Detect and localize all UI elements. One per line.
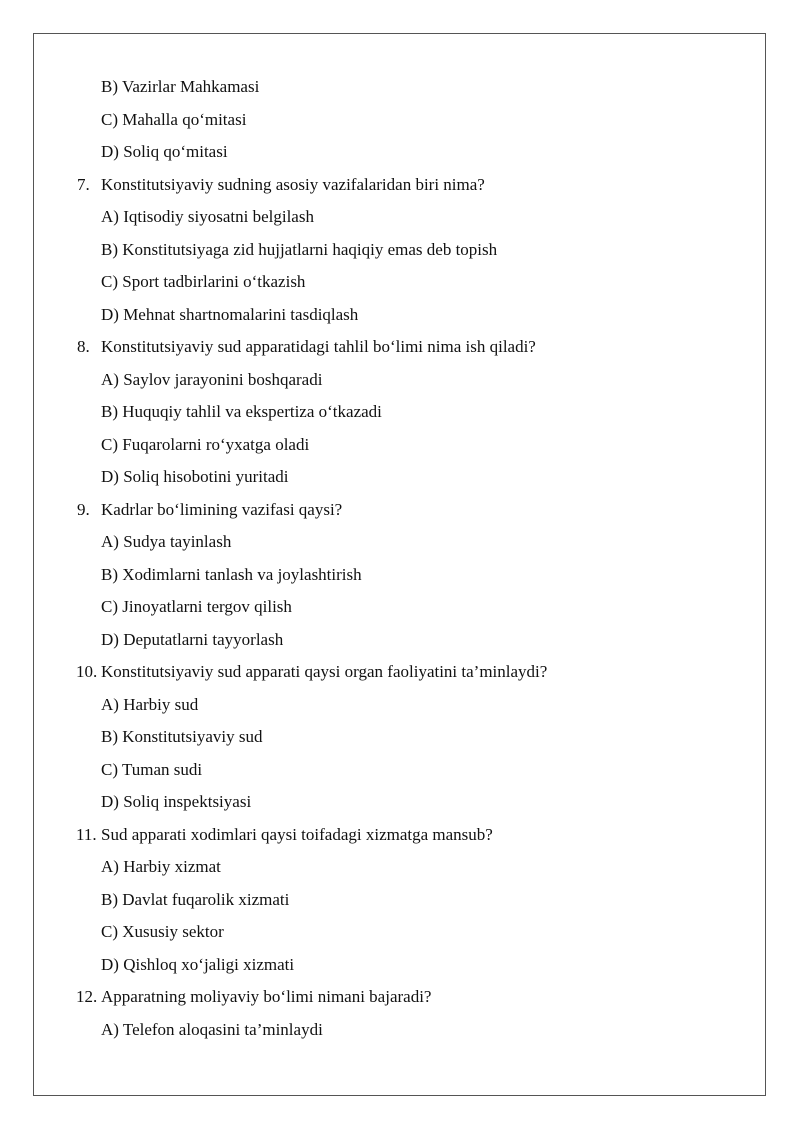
answer-option: B) Konstitutsiyaviy sud xyxy=(101,727,263,746)
answer-option: D) Soliq hisobotini yuritadi xyxy=(101,467,289,486)
answer-option: B) Davlat fuqarolik xizmati xyxy=(101,889,290,909)
answer-option: A) Sudya tayinlash xyxy=(101,532,232,551)
answer-option: A) Iqtisodiy siyosatni belgilash xyxy=(101,207,314,226)
question-text: Kadrlar bo‘limining vazifasi qaysi? xyxy=(101,499,343,519)
answer-option: B) Vazirlar Mahkamasi xyxy=(101,77,260,96)
question-text: Sud apparati xodimlari qaysi toifadagi xizmatga mansub? xyxy=(101,824,493,844)
answer-option: D) Soliq qo‘mitasi xyxy=(101,142,228,161)
answer-option: A) Saylov jarayonini boshqaradi xyxy=(101,369,323,389)
question-12 xyxy=(0,981,800,1014)
question-text: Apparatning moliyaviy bo‘limi nimani bajaradi? xyxy=(101,987,432,1006)
question-number: 7. xyxy=(77,174,90,194)
answer-option: B) Konstitutsiyaga zid hujjatlarni haqiqiy emas deb topish xyxy=(101,239,498,259)
question-number: 9. xyxy=(77,499,90,519)
question-number: 11. xyxy=(76,824,97,844)
answer-option: B) Huquqiy tahlil va ekspertiza o‘tkazadi xyxy=(101,402,382,421)
question-number: 12. xyxy=(76,987,98,1006)
answer-option: C) Fuqarolarni ro‘yxatga oladi xyxy=(101,434,310,454)
answer-option: D) Mehnat shartnomalarini tasdiqlash xyxy=(101,304,359,324)
answer-option: A) Harbiy xizmat xyxy=(101,857,221,876)
answer-option: A) Harbiy sud xyxy=(101,694,199,714)
answer-option: C) Mahalla qo‘mitasi xyxy=(101,109,247,129)
question-number: 8. xyxy=(77,337,90,356)
document-body xyxy=(0,71,800,1046)
answer-option: C) Sport tadbirlarini o‘tkazish xyxy=(101,272,306,291)
question-7 xyxy=(0,169,800,202)
question-8 xyxy=(0,331,800,364)
answer-option: C) Jinoyatlarni tergov qilish xyxy=(101,597,292,616)
answer-option: D) Soliq inspektsiyasi xyxy=(101,792,252,811)
answer-option: A) Telefon aloqasini ta’minlaydi xyxy=(101,1019,323,1039)
question-10 xyxy=(0,656,800,689)
answer-option: D) Qishloq xo‘jaligi xizmati xyxy=(101,954,295,974)
question-9 xyxy=(0,494,800,527)
question-text: Konstitutsiyaviy sud apparatidagi tahlil bo‘limi nima ish qiladi? xyxy=(101,337,536,356)
question-11 xyxy=(0,819,800,852)
answer-option: D) Deputatlarni tayyorlash xyxy=(101,629,284,649)
answer-option: C) Tuman sudi xyxy=(101,759,203,779)
answer-option: C) Xususiy sektor xyxy=(101,922,224,941)
question-number: 10. xyxy=(76,662,98,681)
question-text: Konstitutsiyaviy sudning asosiy vazifalaridan biri nima? xyxy=(101,174,485,194)
question-text: Konstitutsiyaviy sud apparati qaysi organ faoliyatini ta’minlaydi? xyxy=(101,662,548,681)
answer-option: B) Xodimlarni tanlash va joylashtirish xyxy=(101,564,362,584)
